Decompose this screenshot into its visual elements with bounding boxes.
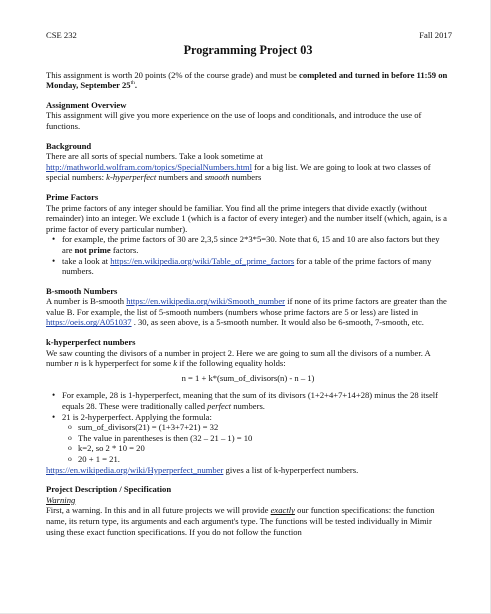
khyper-text-1: We saw counting the divisors of a number in project 2. Here we are going to sum all the divisors of a number. A number (46, 347, 431, 369)
term-k-hyperperfect: k-hyperperfect (106, 172, 157, 183)
intro-text: This assignment is worth 20 points (2% of the course grade) and must be (46, 69, 299, 80)
prime-bullet-1-end: factors. (110, 244, 139, 255)
oeis-link[interactable]: https://oeis.org/A051037 (46, 317, 132, 328)
bsmooth-heading: B-smooth Numbers (46, 285, 118, 296)
khyper-text-3: if the following equality holds: (177, 358, 286, 369)
mathworld-link[interactable]: http://mathworld.wolfram.com/topics/SpecialNumbers.html (46, 161, 252, 172)
khyper-bullet-1-end: numbers. (231, 401, 265, 412)
document-body (46, 30, 450, 537)
overview-section (46, 100, 450, 132)
term-perfect: perfect (207, 401, 232, 412)
list-item (62, 256, 450, 277)
background-text-3: numbers and (156, 172, 205, 183)
khyper-bullets (46, 390, 450, 464)
hyperperfect-link[interactable]: https://en.wikipedia.org/wiki/Hyperperfect_number (46, 464, 224, 475)
formula-steps (62, 422, 450, 464)
list-item (62, 390, 450, 411)
khyper-section (46, 337, 450, 475)
hyperperfect-link-text: gives a list of k-hyperperfect numbers. (223, 464, 359, 475)
prime-text: The prime factors of any integer should be familiar. You find all the prime integers that divide exactly (without remainder) into an integer. We exclude 1 (which is a factor of every integer) and the number itself (which, again, is a prime factor of every particular number). (46, 202, 447, 234)
term-smooth: smooth (204, 172, 230, 183)
list-item (62, 234, 450, 255)
intro-period: . (134, 80, 138, 91)
due-date-suffix: th (130, 80, 135, 87)
spec-text-2: our function specifications: the function name, its return type, its arguments and each argument's type. The functions will be tested individually in Mimir using these exact function specifications. If you do not follow the function (46, 505, 435, 537)
smooth-number-link[interactable]: https://en.wikipedia.org/wiki/Smooth_number (126, 296, 286, 307)
background-section (46, 141, 450, 183)
prime-bullet-1-text: for example, the prime factors of 30 are 2,3,5 since 2*3*5=30. Note that 6, 15 and 10 are also factors but they are (62, 234, 440, 255)
khyper-text (46, 348, 450, 369)
warning-label (46, 495, 450, 506)
intro-paragraph (46, 70, 450, 91)
background-text-1: There are all sorts of special numbers. Take a look sometime at (46, 151, 263, 162)
khyper-bullet-2-text: 21 is 2-hyperperfect. Applying the formula: (62, 411, 212, 422)
prime-bullet-2-end: for a table of the prime factors of many numbers. (62, 255, 432, 277)
var-k: k (173, 358, 178, 369)
background-heading: Background (46, 140, 92, 151)
background-text-4: numbers (229, 172, 262, 183)
bsmooth-section (46, 286, 450, 328)
prime-factors-section (46, 192, 450, 277)
spec-text (46, 505, 450, 537)
prime-heading: Prime Factors (46, 191, 99, 202)
khyper-heading: k-hyperperfect numbers (46, 337, 136, 348)
list-item: o k=2, so 2 * 10 = 20 (78, 443, 450, 454)
bsmooth-text-3: . 30, as seen above, is a 5-smooth number. It would also be 6-smooth, 7-smooth, etc. (131, 317, 424, 328)
spec-heading: Project Description / Specification (46, 484, 172, 495)
bsmooth-text-2: if none of its prime factors are greater than the value B. For example, the list of 5-smooth numbers (numbers whose prime factors are 5 or less) are listed in (46, 296, 447, 317)
list-item: o 20 + 1 = 21. (78, 454, 450, 465)
term: Fall 2017 (419, 30, 452, 40)
prime-bullet-2-text: take a look at (62, 255, 111, 266)
course-code: CSE 232 (46, 30, 77, 40)
khyper-text-2: is k hyperperfect for some (78, 358, 174, 369)
term-exactly: exactly (270, 505, 295, 516)
hyperperfect-link-line (46, 465, 450, 476)
background-text (46, 151, 450, 183)
bsmooth-text (46, 296, 450, 328)
hyperperfect-formula: n = 1 + k*(sum_of_divisors(n) - n – 1) (181, 372, 315, 383)
list-item: o The value in parentheses is then (32 – 21 – 1) = 10 (78, 433, 450, 444)
list-item (62, 412, 450, 465)
overview-heading: Assignment Overview (46, 99, 127, 110)
background-text-2: for a big list. We are going to look at two classes of special numbers: (46, 161, 431, 183)
prime-table-link[interactable]: https://en.wikipedia.org/wiki/Table_of_prime_factors (110, 255, 295, 266)
spec-section (46, 484, 450, 537)
var-n: n (74, 358, 79, 369)
khyper-bullet-1-text: For example, 28 is 1-hyperperfect, meaning that the sum of its divisors (1+2+4+7+14+28) minus the 28 itself equals 28. These were traditionally called (62, 390, 439, 412)
overview-text: This assignment will give you more experience on the use of loops and conditionals, and introduce the use of functions. (46, 110, 422, 131)
not-prime-emphasis: not prime (74, 244, 111, 255)
bsmooth-text-1: A number is B-smooth (46, 296, 127, 307)
page-title: Programming Project 03 (183, 42, 313, 57)
due-date: completed and turned in before 11:59 on Monday, September 25 (46, 69, 448, 91)
page-header (46, 30, 450, 41)
list-item: o sum_of_divisors(21) = (1+3+7+21) = 32 (78, 422, 450, 433)
prime-bullets (46, 234, 450, 276)
spec-text-1: First, a warning. In this and in all future projects we will provide (46, 505, 271, 516)
warning-text: Warning (46, 494, 76, 505)
